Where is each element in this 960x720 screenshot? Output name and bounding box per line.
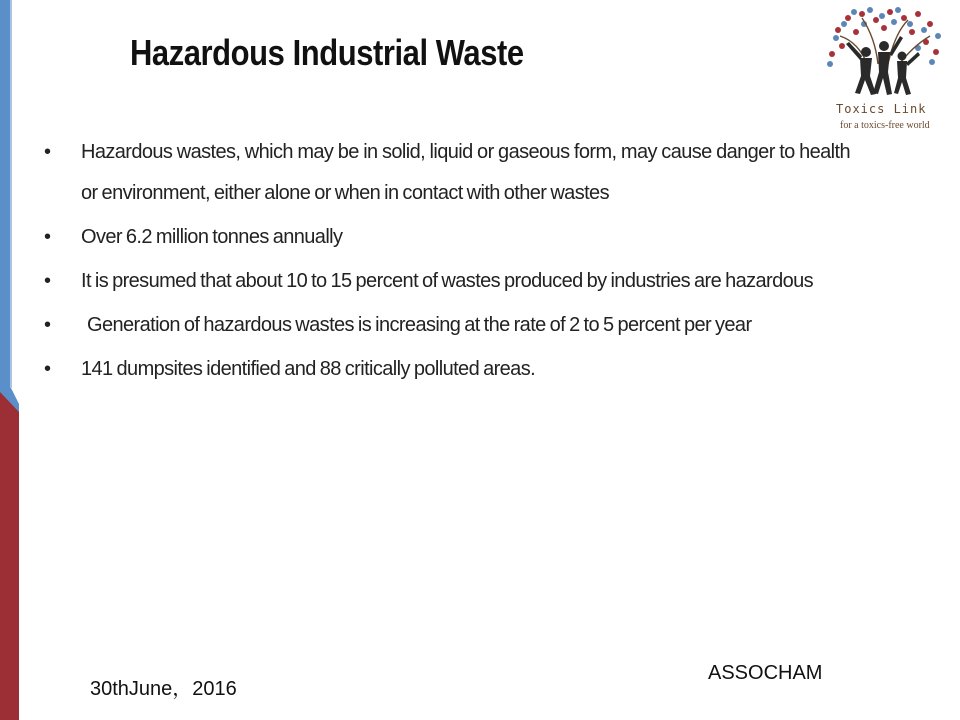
toxics-link-logo [818, 6, 948, 138]
bullet-text: 141 dumpsites identified and 88 critically polluted areas. [81, 358, 536, 380]
bullet-item [44, 261, 850, 302]
bullet-item [44, 217, 850, 258]
tree-figures-icon [818, 6, 948, 102]
bullet-text: Generation of hazardous wastes is increasing at the rate of 2 to 5 percent per year [87, 314, 752, 336]
dancing-figures [846, 36, 920, 95]
strip-red-band [0, 392, 19, 720]
footer-date: 30thJune，2016 [90, 678, 237, 700]
bullet-text: Hazardous wastes, which may be in solid, liquid or gaseous form, may cause danger to health or environment, either alone or when in contact with other wastes [81, 141, 850, 204]
footer-organization: ASSOCHAM [708, 662, 823, 684]
bullet-item [44, 132, 850, 214]
bullet-list [44, 132, 850, 393]
logo-tagline: for a toxics-free world [840, 120, 930, 131]
bullet-item [44, 305, 850, 346]
slide-title: Hazardous Industrial Waste [130, 32, 524, 73]
bullet-marker-icon: • [44, 270, 52, 292]
bullet-text: Over 6.2 million tonnes annually [81, 226, 343, 248]
logo-name: Toxics Link [836, 102, 927, 116]
bullet-item [44, 349, 850, 390]
bullet-marker-icon: • [44, 314, 52, 336]
bullet-text: It is presumed that about 10 to 15 percent of wastes produced by industries are hazardous [81, 270, 814, 292]
bullet-marker-icon: • [44, 358, 52, 380]
side-color-strip [0, 0, 26, 720]
bullet-marker-icon: • [44, 141, 52, 163]
bullet-marker-icon: • [44, 226, 52, 248]
